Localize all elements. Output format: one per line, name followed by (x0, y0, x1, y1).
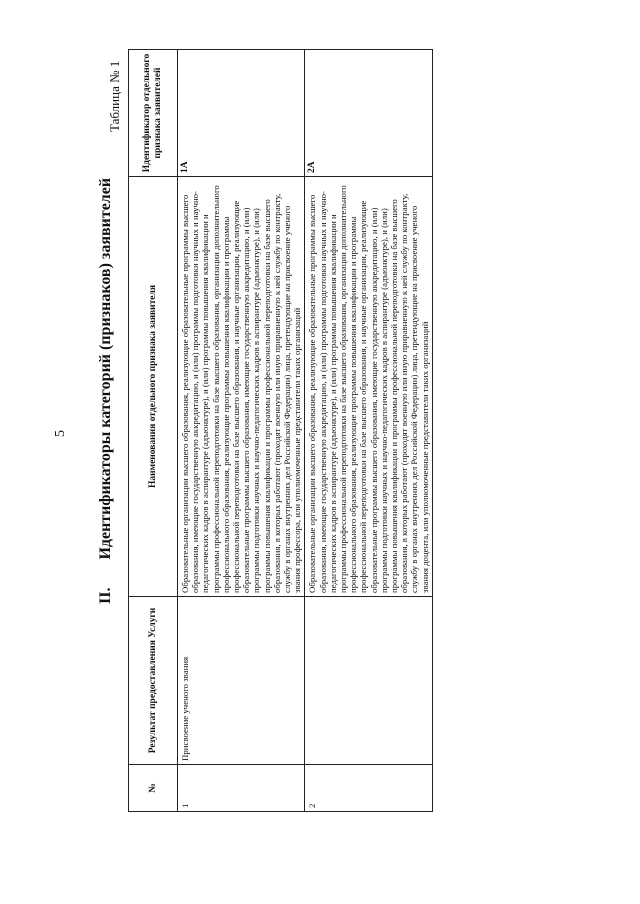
row-description: Образовательные организации высшего образования, реализующие образовательные программы высшего образования, имеющие государственную аккредитацию, и (или) программы подготовки научных и научно-педагогических кадров в аспирантуре (адъюнктуре), и (или) программы повышения квалификации и программы профессиональной переподготовки на базе высшего образования, организации дополнительного профессионального образования, реализующие программы повышения квалификации и программы профессиональной переподготовки на базе высшего образования, и научные организации, реализующие образовательные программы высшего образования, имеющие государственную аккредитацию, и (или) программы подготовки научных и научно-педагогических кадров в аспирантуре (адъюнктуре), и (или) программы повышения квалификации и программы профессиональной переподготовки на базе высшего образования, в которых работают (проходят военную или иную приравненную к ней службу по контракту, службу в органах внутренних дел Российской Федерации) лица, претендующие на присвоение ученого звания профессора, или уполномоченные представители таких организаций (178, 177, 305, 597)
row-identifier: 2А (305, 50, 432, 177)
column-header-identifier: Идентификатор отдельного признака заявителей (129, 50, 178, 177)
table-header-row (129, 50, 178, 812)
table-caption: Таблица № 1 (107, 60, 122, 132)
row-description: Образовательные организации высшего образования, реализующие образовательные программы высшего образования, имеющие государственную аккредитацию, и (или) программы подготовки научных и научно-педагогических кадров в аспирантуре (адъюнктуре), и (или) программы повышения квалификации и программы профессиональной переподготовки на базе высшего образования, организации дополнительного профессионального образования, реализующие программы повышения квалификации и программы профессиональной переподготовки на базе высшего образования, и научные организации, реализующие образовательные программы высшего образования, имеющие государственную аккредитацию, и (или) программы подготовки научных и научно-педагогических кадров в аспирантуре (адъюнктуре), и (или) программы повышения квалификации и программы профессиональной переподготовки на базе высшего образования, в которых работают (проходят военную или иную приравненную к ней службу по контракту, службу в органах внутренних дел Российской Федерации) лица, претендующие на присвоение ученого звания доцента, или уполномоченные представители таких организаций (305, 177, 432, 597)
row-result-cell (178, 597, 305, 765)
table-row (305, 50, 432, 812)
section-title: Идентификаторы категорий (признаков) заявителей (97, 177, 114, 560)
table-row (178, 50, 305, 812)
row-number: 1 (178, 765, 305, 812)
row-result-cell-empty (305, 597, 432, 765)
column-header-number: № (129, 765, 178, 812)
row-result-text: Присвоение ученого звания (180, 656, 190, 761)
row-identifier: 1А (178, 50, 305, 177)
section-heading (97, 178, 115, 604)
column-header-result: Результат предоставления Услуги (129, 597, 178, 765)
column-header-description: Наименования отдельного признака заявителя (129, 177, 178, 597)
applicant-identifiers-table (128, 49, 433, 812)
row-number: 2 (305, 765, 432, 812)
section-roman-numeral: II. (97, 587, 114, 604)
page-number: 5 (53, 430, 68, 437)
